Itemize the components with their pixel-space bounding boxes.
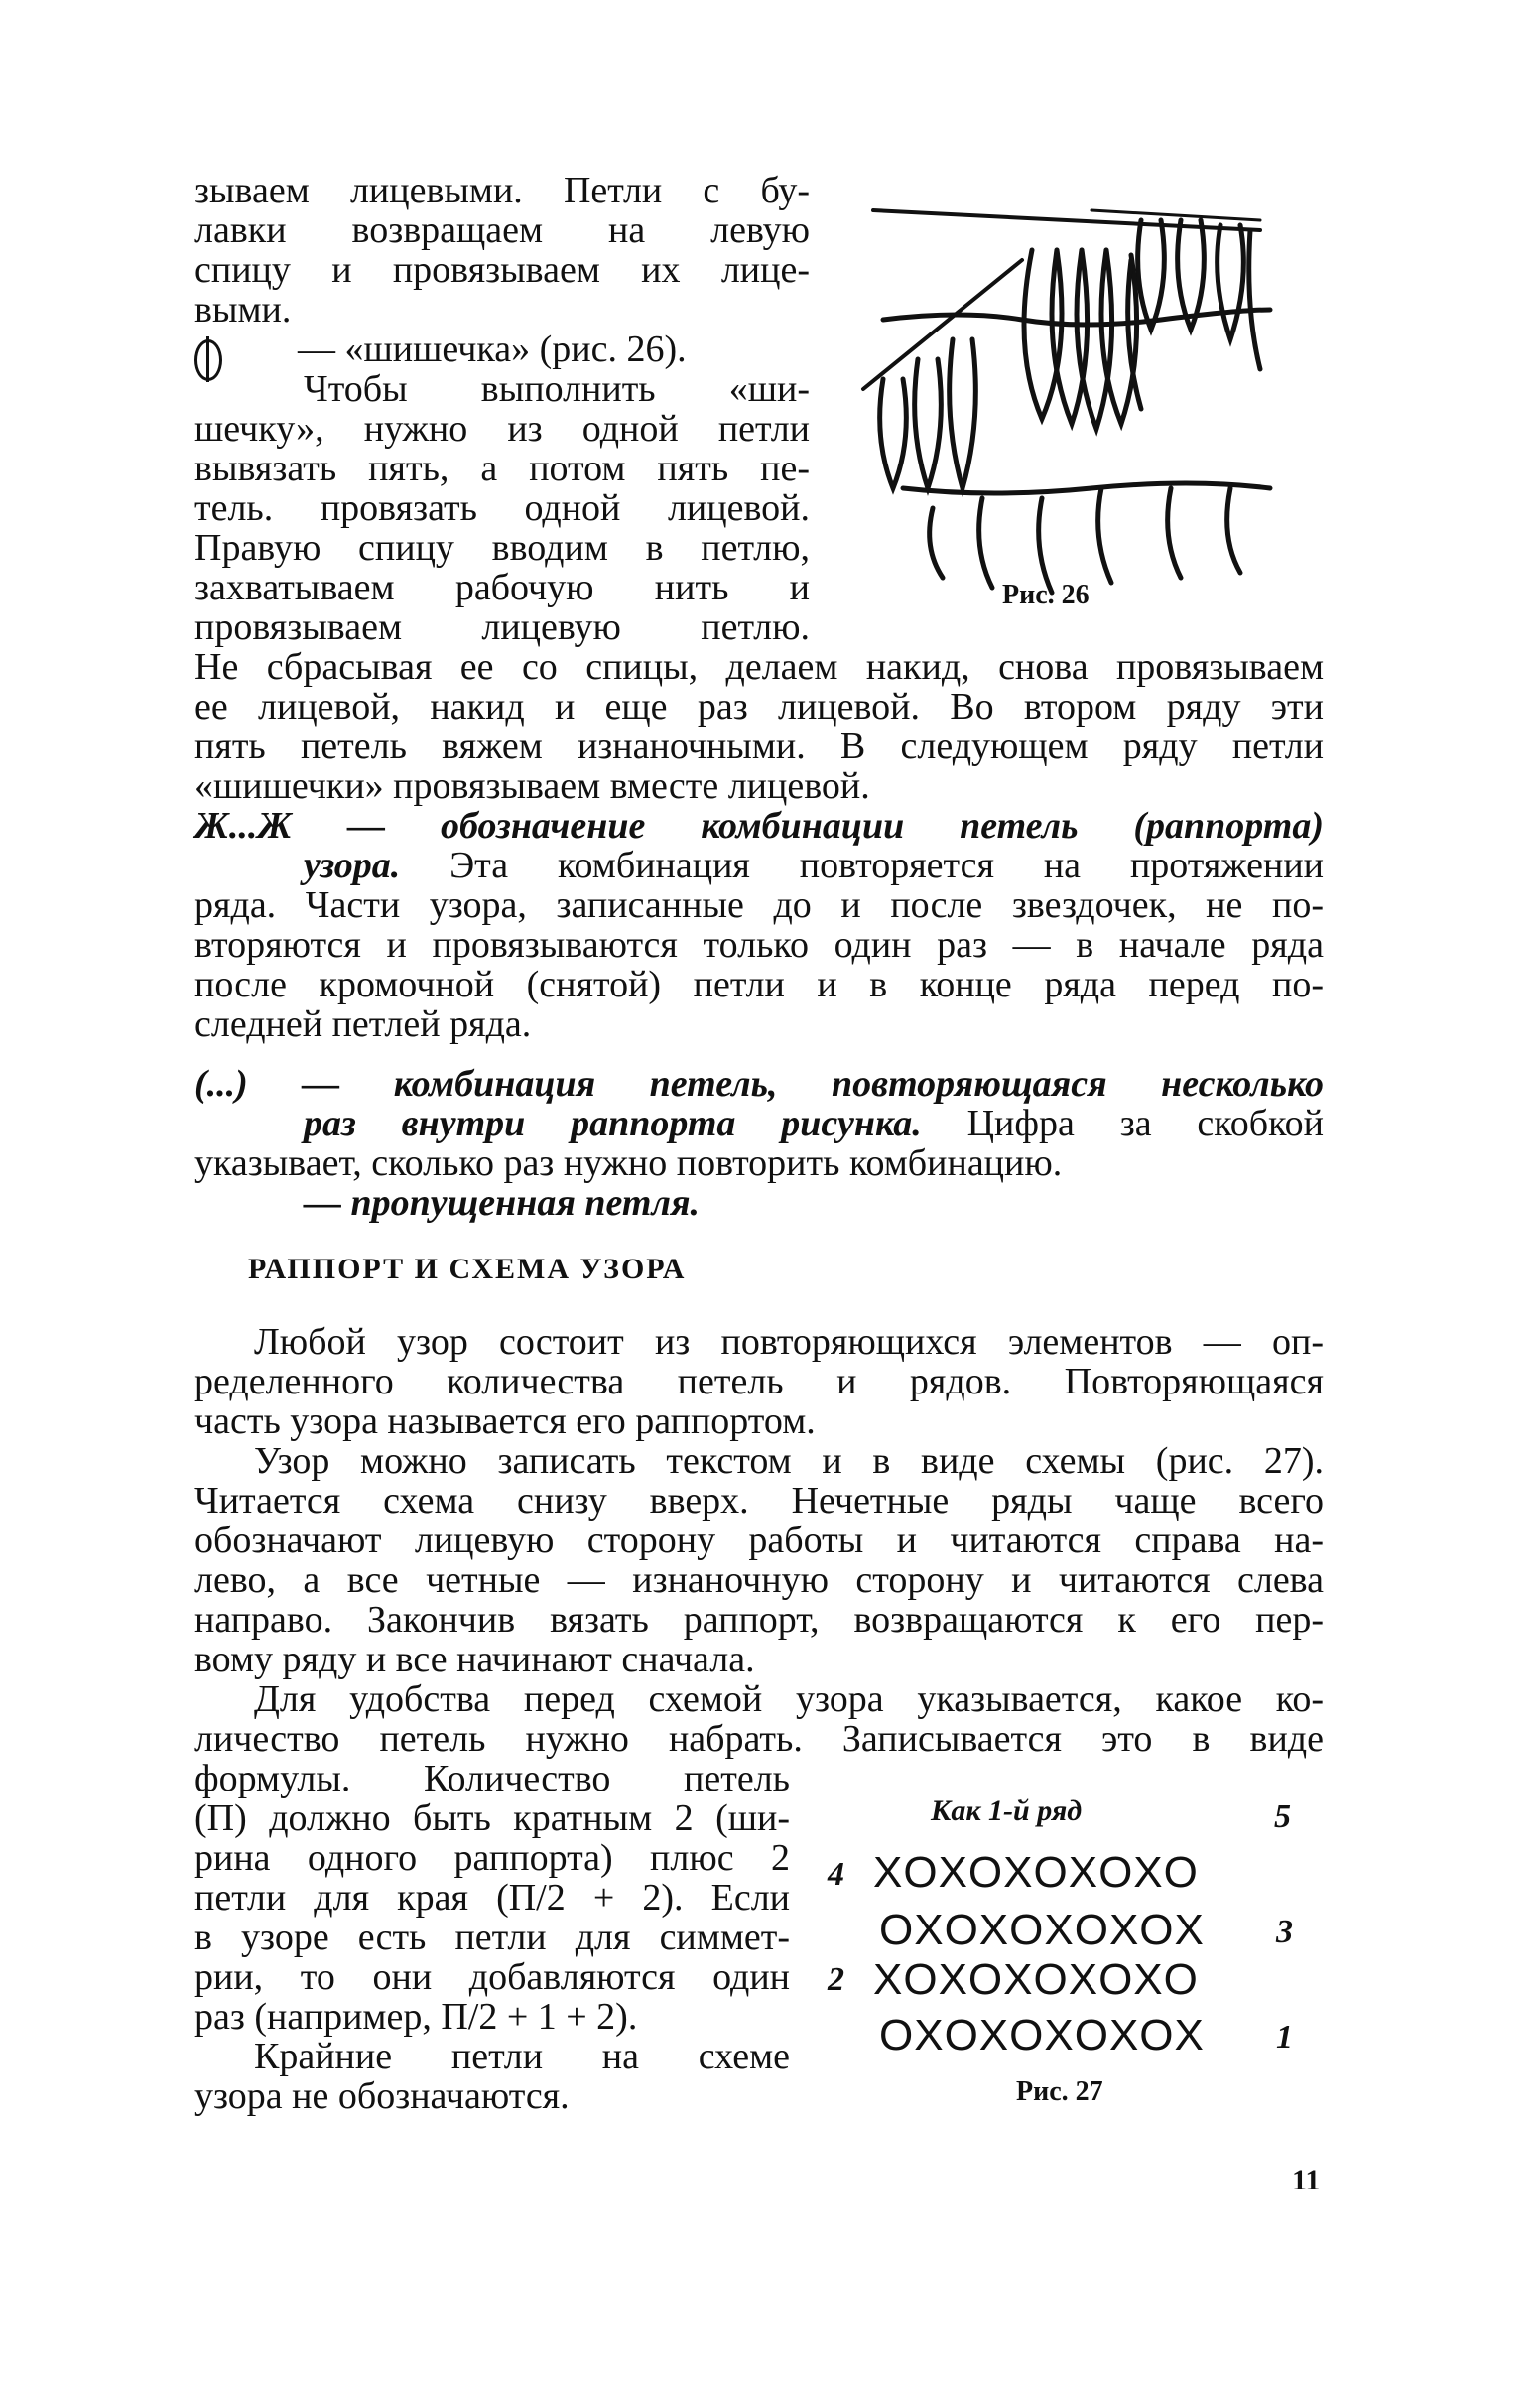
scheme-row: XOXOXOXOXO — [873, 1955, 1199, 2004]
text-line: захватываем рабочую нить и — [194, 567, 810, 608]
paragraph-8 — [194, 1441, 1324, 1679]
combination-definition-line: (...) — комбинация петель, повторяющаяся несколько — [194, 1063, 1324, 1105]
scheme-title: Как 1-й ряд — [931, 1794, 1083, 1827]
text-line: пять петель вяжем изнаночными. В следующем ряду петли — [194, 726, 1324, 767]
text-line: лавки возвращаем на левую — [194, 209, 810, 251]
scheme-row: OXOXOXOXOX — [879, 2011, 1205, 2059]
text-line: ее лицевой, накид и еще раз лицевой. Во втором ряду эти — [194, 686, 1324, 728]
paragraph-3 — [194, 647, 1324, 806]
figure-26-drawing — [843, 171, 1280, 597]
scheme-row-number: 2 — [828, 1961, 844, 1998]
text-line: вывязать пять, а потом пять пе- — [194, 448, 810, 489]
text-line: формулы. Количество петель — [194, 1758, 790, 1799]
text-line: рина одного раппорта) плюс 2 — [194, 1837, 790, 1879]
text-line: обозначают лицевую сторону работы и читаются справа на- — [194, 1520, 1324, 1561]
paragraph-4 — [194, 806, 1324, 1044]
scheme-row-number: 3 — [1276, 1914, 1293, 1950]
text-line: рии, то они добавляются один — [194, 1956, 790, 1998]
text-line: после кромочной (снятой) петли и в конце ряда перед по- — [194, 964, 1324, 1005]
text-line: провязываем лицевую петлю. — [194, 606, 810, 648]
bobble-definition-head — [298, 330, 814, 369]
text-line: узора не обозначаются. — [194, 2075, 570, 2117]
paragraph-11 — [194, 2037, 790, 2116]
page-number: 11 — [1292, 2164, 1321, 2196]
text-line: петли для края (П/2 + 2). Если — [194, 1877, 790, 1919]
paragraph-7 — [194, 1322, 1324, 1441]
figure-26-caption: Рис. 26 — [1002, 580, 1090, 610]
text-line: вому ряду и все начинают сначала. — [194, 1639, 755, 1680]
skipped-stitch-definition: — пропущенная петля. — [304, 1182, 701, 1224]
paragraph-2 — [194, 369, 810, 647]
text-line: зываем лицевыми. Петли с бу- — [194, 170, 810, 211]
text-line: Для удобства перед схемой узора указывается, какое ко- — [254, 1678, 1324, 1720]
scheme-row-number: 4 — [828, 1856, 844, 1893]
text-line: раз внутри раппорта рисунка. Цифра за скобкой — [304, 1103, 1324, 1144]
text-line: Читается схема снизу вверх. Нечетные ряды чаще всего — [194, 1480, 1324, 1522]
text-line: спицу и провязываем их лице- — [194, 249, 810, 291]
text-line: ряда. Части узора, записанные до и после звездочек, не по- — [194, 884, 1324, 926]
text-line: Крайние петли на схеме — [254, 2036, 790, 2077]
text-line: — «шишечка» (рис. 26). — [298, 329, 687, 370]
section-heading: РАППОРТ И СХЕМА УЗОРА — [248, 1253, 687, 1285]
text-line: Правую спицу вводим в петлю, — [194, 527, 810, 569]
paragraph-10 — [194, 1759, 790, 2037]
rapport-definition-line: Ж...Ж — обозначение комбинации петель (раппорта) — [194, 805, 1324, 847]
text-line: часть узора называется его раппортом. — [194, 1400, 816, 1442]
paragraph-1 — [194, 171, 810, 330]
text-line: личество петель нужно набрать. Записывается это в виде — [194, 1718, 1324, 1760]
text-line: раз (например, П/2 + 1 + 2). — [194, 1996, 638, 2038]
text-line: следней петлей ряда. — [194, 1003, 532, 1045]
text-line: тель. провязать одной лицевой. — [194, 487, 810, 529]
scheme-row: XOXOXOXOXO — [873, 1848, 1199, 1897]
paragraph-6 — [304, 1183, 998, 1223]
text-line: направо. Закончив вязать раппорт, возвращаются к его пер- — [194, 1599, 1324, 1641]
text-line: (П) должно быть кратным 2 (ши- — [194, 1797, 790, 1839]
text-line: Чтобы выполнить «ши- — [304, 368, 810, 410]
figure-27-caption: Рис. 27 — [1016, 2076, 1103, 2107]
text-line: вторяются и провязываются только один раз — в начале ряда — [194, 924, 1324, 966]
text-line: узора. Эта комбинация повторяется на протяжении — [304, 845, 1324, 886]
text-line: в узоре есть петли для симмет- — [194, 1917, 790, 1958]
scheme-row-number: 5 — [1274, 1798, 1291, 1835]
text-line: Любой узор состоит из повторяющихся элементов — оп- — [254, 1321, 1324, 1363]
scheme-row-number: 1 — [1276, 2019, 1293, 2056]
text-line: указывает, сколько раз нужно повторить комбинацию. — [194, 1142, 1063, 1184]
paragraph-5 — [194, 1064, 1324, 1183]
text-line: Не сбрасывая ее со спицы, делаем накид, снова провязываем — [194, 646, 1324, 688]
text-line: шечку», нужно из одной петли — [194, 408, 810, 450]
text-line: Узор можно записать текстом и в виде схемы (рис. 27). — [254, 1440, 1324, 1482]
text-line: выми. — [194, 289, 292, 331]
text-line: лево, а все четные — изнаночную сторону и читаются слева — [194, 1559, 1324, 1601]
text-line: «шишечки» провязываем вместе лицевой. — [194, 765, 870, 807]
paragraph-9 — [194, 1679, 1324, 1759]
text-line: ределенного количества петель и рядов. Повторяющаяся — [194, 1361, 1324, 1402]
scheme-row: OXOXOXOXOX — [879, 1906, 1205, 1954]
